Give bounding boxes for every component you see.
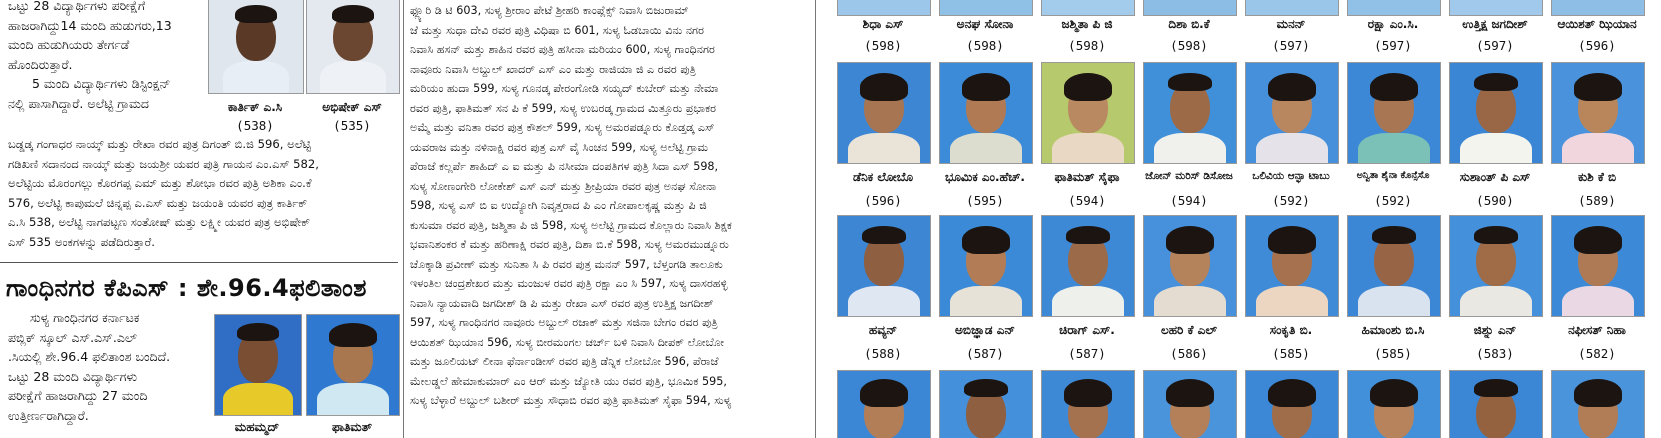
grid-score: (595)	[966, 193, 1004, 208]
grid-score: (594)	[1170, 193, 1208, 208]
student-photo	[1041, 215, 1135, 317]
grid-score: (589)	[1578, 193, 1616, 208]
grid-score: (598)	[1170, 38, 1208, 53]
grid-name: ಮನನ್	[1276, 17, 1306, 31]
grid-name: ಚಿರಾಗ್ ಎಸ್.	[1059, 323, 1115, 337]
grid-score: (598)	[864, 38, 902, 53]
text-line: ಮತ್ತು ಜೂಲಿಯಟ್ ಲೀನಾ ಫೆರ್ನಾಂಡೀಸ್ ರವರ ಪುತ್ರಿ ಡೆನ್ನಿಕ ಲೋಬೋ 596, ಪೆರಾಜೆ	[410, 355, 719, 368]
student-photo	[1551, 62, 1645, 164]
student-photo	[1551, 370, 1645, 438]
student-photo	[1347, 370, 1441, 438]
text-line: ಕುಸುಮಾ ರವರ ಪುತ್ರಿ, ಜಶ್ಮಿತಾ ಪಿ ಜಿ 598, ಸುಳ್ಯ ಅಲೆಟ್ಟಿ ಗ್ರಾಮದ ಕೊಲ್ಲಾರು ನಿವಾಸಿ ಶಿಕ್ಷಕ	[410, 218, 732, 232]
student-photo	[837, 215, 931, 317]
student-photo	[1347, 62, 1441, 164]
student-photo-mahammad	[214, 314, 302, 416]
student-photo	[1041, 370, 1135, 438]
text-line: ಸುಳ್ಯ ಸೋಣಂಗೇರಿ ಲೋಕೇಶ್ ಎಸ್ ಎನ್ ಮತ್ತು ಶ್ರೀಪ್ರಿಯಾ ರವರ ಪುತ್ರ ಅನಘ ಸೋನಾ	[410, 179, 717, 193]
student-photo	[837, 370, 931, 438]
text-line: ಒಟ್ಟು 28 ಮಂದಿ ವಿದ್ಯಾರ್ಥಿಗಳು	[8, 368, 138, 384]
grid-name: ರಕ್ಷಾ ಎಂ.ಸಿ.	[1367, 17, 1419, 31]
text-line: ಪರೀಕ್ಷೆಗೆ ಹಾಜರಾಗಿದ್ದು 27 ಮಂದಿ	[8, 388, 148, 403]
text-line: ಯವರಾಜ ಮತ್ತು ನಳಿನಾಕ್ಷಿ ರವರ ಪುತ್ರ ಎಸ್ ವೈ ಸಿಂಚನ 599, ಸುಳ್ಯ ಅಲೆಟ್ಟಿ ಗ್ರಾಮ	[410, 140, 709, 154]
grid-score: (597)	[1272, 38, 1310, 53]
student-photo	[1449, 62, 1543, 164]
text-line: .ಸಿಯಲ್ಲಿ ಶೇ.96.4 ಫಲಿತಾಂಶ ಬಂದಿದೆ.	[8, 349, 171, 364]
student-photo	[939, 370, 1033, 438]
text-line: 5 ಮಂದಿ ವಿದ್ಯಾರ್ಥಿಗಳು ಡಿಸ್ಟಿಂಕ್ಷನ್	[32, 76, 171, 91]
photo-caption-score: (538)	[236, 118, 274, 133]
grid-name: ಅನ್ವಿತಾ ಶೈನಾ ಕೊನ್ಸೆಸೊ	[1356, 170, 1430, 181]
student-photo	[1143, 62, 1237, 164]
text-line: ಅಮ್ಮೆ ಮತ್ತು ವನಿತಾ ರವರ ಪುತ್ರ ಕೌಶಲ್ 599, ಸುಳ್ಯ ಅಮರಪಡ್ನೂರು ಕೊಡ್ತಡ್ಕ ಎಸ್	[410, 121, 715, 134]
text-line: ಸುಳ್ಯ ಬೆಳ್ಳಾರೆ ಅಬ್ದುಲ್ ಬಶೀರ್ ಮತ್ತು ಸೌಧಾಬಿ ರವರ ಪುತ್ರಿ ಫಾತಿಮತ್ ಸೈಫಾ 594, ಸುಳ್ಯ	[410, 394, 732, 407]
grid-score: (592)	[1374, 193, 1412, 208]
para-top	[8, 0, 198, 113]
text-line: ಮಂದಿ ಹುಡುಗಿಯರು ತೇರ್ಗಡೆ	[8, 37, 130, 52]
student-photo	[1245, 370, 1339, 438]
text-line: ಮರಿಯಂ ಹುದಾ 599, ಸುಳ್ಯ ಗೂನಡ್ಕ ಪೇರಂಗೋಡಿ ಸಯ್ಯದ್ ಕುಬೇರ್ ಮತ್ತು ನೇಮಾ	[410, 82, 719, 95]
text-line: ಪೆರಾಜೆ ಕಲ್ಲರ್ಪೆ ಶಾಹಿದ್ ಎ ಐ ಮತ್ತು ಪಿ ನಸೀಮಾ ದಂಪತಿಗಳ ಪುತ್ರಿ ಸಿದಾ ಎಸ್ 598,	[410, 160, 719, 173]
student-photo	[1449, 370, 1543, 438]
student-photo	[1551, 0, 1645, 16]
text-line: ಉತ್ತೀರ್ಣರಾಗಿದ್ದಾರೆ.	[8, 407, 89, 423]
text-line: ಭವಾನಿಶಂಕರ ಕೆ ಮತ್ತು ಹರಿಣಾಕ್ಷಿ ರವರ ಪುತ್ರಿ, ದಿಶಾ ಬಿ.ಕೆ 598, ಸುಳ್ಯ ಅಮರಮುಡ್ನೂರು	[410, 238, 729, 251]
grid-score: (586)	[1170, 346, 1208, 361]
text-line: ಹಾಜರಾಗಿದ್ದು14 ಮಂದಿ ಹುಡುಗರು,13	[8, 17, 172, 33]
grid-name: ಜೋನ್ ಮರಿಸ್ ಡಿಸೋಜ	[1145, 170, 1233, 182]
student-photo-abhishek	[306, 0, 400, 94]
student-photo-karthik	[208, 0, 304, 94]
grid-name: ಶಿಧಾ ಎಸ್	[862, 17, 904, 31]
grid-name: ಉತ್ತಿಕ್ಷ ಜಗದೀಶ್	[1462, 17, 1528, 31]
grid-score: (597)	[1374, 38, 1412, 53]
student-photo	[1245, 215, 1339, 317]
student-photo	[1143, 370, 1237, 438]
text-line: ಚೊಕ್ಕಾಡಿ ಪ್ರವೀಣ್ ಮತ್ತು ಸುನಿತಾ ಸಿ ಪಿ ರವರ ಪುತ್ರ ಮನನ್ 597, ಬೆಳ್ತಂಗಡಿ ತಾಲೂಕು	[410, 257, 723, 271]
text-line: ಒಟ್ಟು 28 ವಿದ್ಯಾರ್ಥಿಗಳು ಪರೀಕ್ಷೆಗೆ	[8, 0, 146, 13]
student-photo	[939, 62, 1033, 164]
text-line: ಬಡ್ಡಡ್ಕ ಗಂಗಾಧರ ನಾಯ್ಕ್ ಮತ್ತು ರೇಖಾ ರವರ ಪುತ್ರ ದಿಗಂತ್ ಬಿ.ಜಿ 596, ಅಲೆಟ್ಟಿ	[8, 137, 312, 151]
grid-score: (585)	[1272, 346, 1310, 361]
text-line: ಆಯಿಶತ್ ಝಿಯಾನ 596, ಸುಳ್ಯ ಬೀರಮಂಗಲ ಚರ್ಚ್ ಬಳಿ ನಿವಾಸಿ ದೀಪಕ್ ಲೋಬೋ	[410, 335, 725, 349]
grid-score: (590)	[1476, 193, 1514, 208]
text-line: ನಿವಾಸಿ ಹಸನ್ ಮತ್ತು ಶಾಹಿನ ರವರ ಪುತ್ರಿ ಹಸೀನಾ ಮರಿಯಂ 600, ಸುಳ್ಯ ಗಾಂಧಿನಗರ	[410, 43, 715, 56]
student-photo	[837, 62, 931, 164]
text-line: ಸುಳ್ಯ ಗಾಂಧಿನಗರ ಕರ್ನಾಟಕ	[30, 310, 140, 325]
text-line: 576, ಅಲೆಟ್ಟಿ ಕಾಪುಮಲೆ ಚಿನ್ನಪ್ಪ ಎ.ಎಸ್ ಮತ್ತು ಜಯಂತಿ ಯವರ ಪುತ್ರ ಕಾರ್ತಿಕ್	[8, 195, 308, 210]
grid-name: ಭೂಮಿಕ ಎಂ.ಹೆಚ್.	[945, 170, 1025, 184]
photo-caption-name: ಫಾತಿಮತ್	[332, 420, 372, 434]
grid-name: ಸಂಕೃತಿ ಬಿ.	[1269, 323, 1313, 337]
grid-score: (597)	[1476, 38, 1514, 53]
grid-name: ದಿಶಾ ಬಿ.ಕೆ	[1168, 17, 1210, 31]
column-rule	[815, 0, 816, 438]
student-photo	[1347, 215, 1441, 317]
grid-name: ಹಿಮಾಂಶು ಬಿ.ಸಿ	[1361, 323, 1425, 337]
grid-score: (598)	[966, 38, 1004, 53]
text-line: ಇಳಂತಿಲ ಚಂದ್ರಶೇಖರ ಮತ್ತು ಮಂಜುಳ ರವರ ಪುತ್ರಿ ರಕ್ಷಾ ಎಂ ಸಿ 597, ಸುಳ್ಯ ದಾಸರಹಳ್ಳಿ	[410, 277, 728, 290]
text-line: ನಾವೂರು ನಿವಾಸಿ ಅಬ್ದುಲ್ ಖಾದರ್ ಎಸ್ ಎಂ ಮತ್ತು ರಾಜಿಯಾ ಜಿ ಎ ರವರ ಪುತ್ರಿ	[410, 62, 696, 76]
section-divider	[0, 262, 398, 263]
text-line: ಹೊಂದಿರುತ್ತಾರೆ.	[8, 56, 73, 72]
text-line: 597, ಸುಳ್ಯ ಗಾಂಧಿನಗರ ನಾವೂರು ಅಬ್ದುಲ್ ರಜಾಕ್ ಮತ್ತು ಸಜಿನಾ ಬೇಗಂ ರವರ ಪುತ್ರಿ	[410, 316, 718, 329]
text-line: ಎ.ಸಿ 538, ಅಲೆಟ್ಟಿ ನಾಗಪಟ್ಟಣ ಸಂತೋಷ್ ಮತ್ತು ಲಕ್ಷ್ಮೀ ಯವರ ಪುತ್ರ ಅಭಿಷೇಕ್	[8, 215, 311, 229]
grid-score: (598)	[1068, 38, 1106, 53]
student-photo	[1449, 215, 1543, 317]
grid-score: (585)	[1374, 346, 1412, 361]
grid-name: ಕುಶಿ ಕೆ ಬಿ	[1577, 170, 1617, 184]
text-line: ಗಡಿಖಣಿ ಸದಾನಂದ ನಾಯ್ಕ್ ಮತ್ತು ಜಯಶ್ರೀ ಯವರ ಪುತ್ರಿ ಗಾಯನ ಎಂ.ಎಸ್ 582,	[8, 156, 319, 171]
student-photo	[837, 0, 931, 16]
article-body	[410, 1, 803, 411]
student-photo-fathimath	[306, 314, 400, 416]
para-full	[8, 135, 392, 252]
text-line: ನಿವಾಸಿ ನ್ಯಾಯವಾದಿ ಜಗದೀಶ್ ಡಿ ಪಿ ಮತ್ತು ರೇಖಾ ಎಸ್ ರವರ ಪುತ್ರ ಉತ್ತಿಕ್ಷ ಜಗದೀಶ್	[410, 296, 714, 310]
grid-name: ಲಹರಿ ಕೆ ಎಲ್	[1160, 323, 1218, 337]
grid-score: (596)	[864, 193, 902, 208]
grid-name: ನಫೀಸತ್ ನಿಹಾ	[1568, 323, 1626, 337]
grid-score: (588)	[864, 346, 902, 361]
student-photo	[1449, 0, 1543, 16]
column-rule	[403, 0, 404, 438]
text-line: ಫ್ಲ್ಯೂರಿ ಡಿ ಟಿ 603, ಸುಳ್ಯ ಶ್ರೀರಾಂ ಪೇಟೆ ಶ್ರೀಹರಿ ಕಾಂಪ್ಲೆಕ್ಸ್ ನಿವಾಸಿ ಬಿಜುರಾಮ್	[410, 4, 689, 17]
grid-score: (587)	[966, 346, 1004, 361]
grid-score: (583)	[1476, 346, 1514, 361]
grid-name: ಫಾತಿಮತ್ ಸೈಫಾ	[1054, 170, 1120, 184]
grid-name: ಜಿಶ್ನು ಎನ್	[1473, 323, 1517, 337]
student-photo	[1347, 0, 1441, 16]
grid-name: ಒಲಿವಿಯ ಆನ್ಫಾ ಟಾಬು	[1252, 170, 1330, 182]
student-photo	[1041, 0, 1135, 16]
grid-name: ಅನಘ ಸೋನಾ	[956, 17, 1014, 31]
student-photo	[1041, 62, 1135, 164]
text-line: ಎಸ್ 535 ಅಂಕಗಳನ್ನು ಪಡೆದಿರುತ್ತಾರೆ.	[8, 234, 155, 249]
grid-name: ಡೆನಿಕ ಲೋಬೊ	[852, 170, 914, 184]
grid-score: (596)	[1578, 38, 1616, 53]
left-column	[0, 0, 398, 438]
middle-column	[410, 0, 803, 438]
text-line: ಅಲೆಟ್ಟಿಯ ಮೊರಂಗಲ್ಲು ಕೊರಗಪ್ಪ ಎಮ್ ಮತ್ತು ಶೋಭಾ ರವರ ಪುತ್ರಿ ಅಶಿಕಾ ಎಂ.ಕೆ	[8, 176, 312, 190]
photo-caption-name: ಕಾರ್ತಿಕ್ ಎ.ಸಿ	[227, 100, 283, 114]
photo-caption-name: ಅಭಿಷೇಕ್ ಎಸ್	[322, 100, 382, 114]
text-line: 598, ಸುಳ್ಯ ಎಸ್ ಬಿ ಐ ಉದ್ಯೋಗಿ ನಿವೃತ್ತರಾದ ಪಿ ಎಂ ಗೋಪಾಲಕೃಷ್ಣ ಮತ್ತು ಪಿ ಜಿ	[410, 199, 707, 212]
student-photo	[939, 215, 1033, 317]
grid-name: ಸುಶಾಂತ್ ಪಿ ಎಸ್	[1459, 170, 1531, 184]
grid-name: ಆಯಿಶತ್ ಝಿಯಾನ	[1557, 17, 1637, 31]
grid-score: (594)	[1068, 193, 1106, 208]
student-photo	[1245, 0, 1339, 16]
grid-name: ಅಬಿಜ್ಞಾಡ ಎನ್	[954, 323, 1016, 337]
student-photo	[1551, 215, 1645, 317]
grid-name: ಹವ್ಯನ್	[868, 323, 898, 337]
text-line: ಜೆ ಮತ್ತು ಸುಧಾ ದೇವಿ ರವರ ಪುತ್ರಿ ವಿಧಿಷಾ ಬಿ 601, ಸುಳ್ಯ ಓಡಬಾಯಿ ವಿನು ನಗರ	[410, 23, 705, 37]
grid-score: (592)	[1272, 193, 1310, 208]
para-bottom	[8, 308, 208, 425]
photo-grid	[830, 0, 1661, 438]
text-line: ಪಬ್ಲಿಕ್ ಸ್ಕೂಲ್ ಎಸ್.ಎಸ್.ಎಲ್	[8, 329, 138, 345]
grid-score: (587)	[1068, 346, 1106, 361]
photo-caption-name: ಮಹಮ್ಮದ್	[234, 420, 280, 434]
student-photo	[1245, 62, 1339, 164]
grid-score: (582)	[1578, 346, 1616, 361]
text-line: ರವರ ಪುತ್ರಿ, ಫಾತಿಮತ್ ಸನ ಪಿ ಕೆ 599, ಸುಳ್ಯ ಉಬರಡ್ಕ ಗ್ರಾಮದ ಮಿತ್ತೂರು ಪ್ರಭಾಕರ	[410, 101, 717, 115]
student-photo	[1143, 0, 1237, 16]
student-photo	[939, 0, 1033, 16]
text-line: ಮೇಲಡ್ಡಲೆ ಹೇಮಾಕುಮಾರ್ ಎಂ ಆರ್ ಮತ್ತು ಜ್ಯೋತಿ ಯು ರವರ ಪುತ್ರಿ, ಭೂಮಿಕ 595,	[410, 374, 727, 388]
section-heading: ಗಾಂಧಿನಗರ ಕೆಪಿಎಸ್ : ಶೇ.96.4ಫಲಿತಾಂಶ	[6, 274, 367, 302]
grid-name: ಜಶ್ಮಿತಾ ಪಿ ಜಿ	[1061, 17, 1113, 31]
student-photo	[1143, 215, 1237, 317]
text-line: ನಲ್ಲಿ ಪಾಸಾಗಿದ್ದಾರೆ. ಅಲೆಟ್ಟಿ ಗ್ರಾಮದ	[8, 95, 149, 111]
photo-caption-score: (535)	[333, 118, 371, 133]
